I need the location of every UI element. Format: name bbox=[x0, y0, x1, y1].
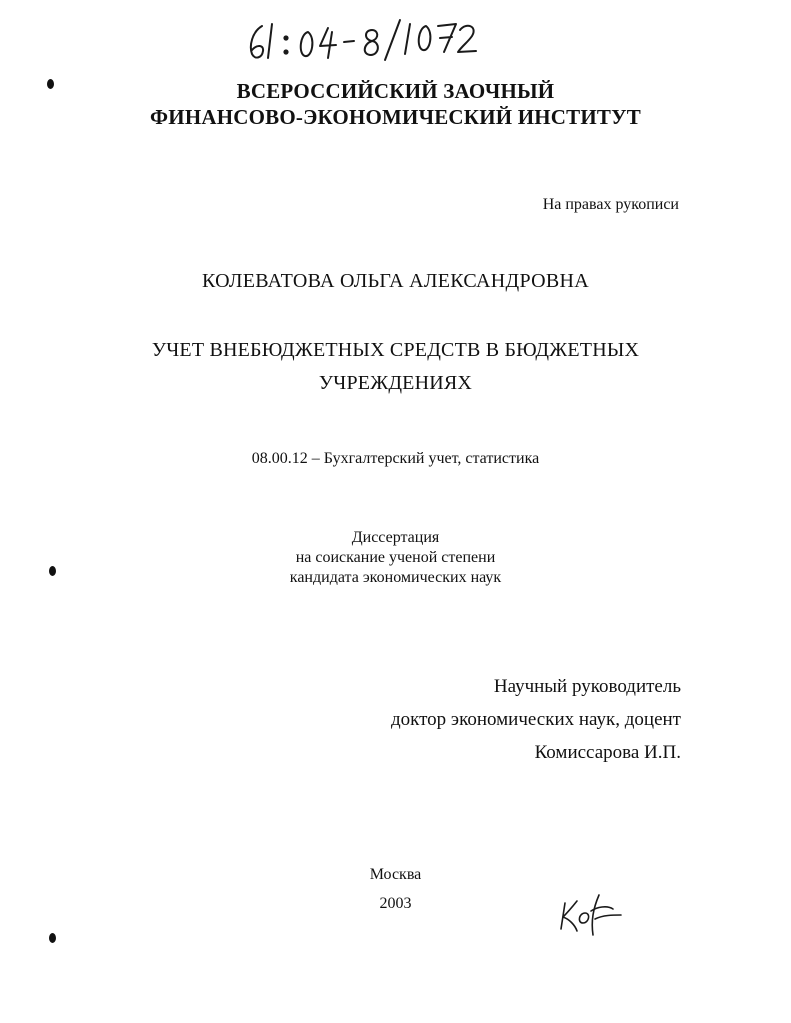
hole-punch bbox=[49, 933, 56, 943]
city: Москва bbox=[369, 866, 422, 883]
year: 2003 bbox=[379, 895, 412, 912]
dissertation-label: Диссертация bbox=[351, 529, 440, 546]
advisor-degree: доктор экономических наук, доцент bbox=[390, 709, 681, 730]
institute-name-line2: ФИНАНСОВО-ЭКОНОМИЧЕСКИЙ ИНСТИТУТ bbox=[150, 105, 641, 129]
specialty-code: 08.00.12 – Бухгалтерский учет, статистика bbox=[251, 450, 540, 467]
author-name: КОЛЕВАТОВА ОЛЬГА АЛЕКСАНДРОВНА bbox=[201, 270, 590, 292]
advisor-role: Научный руководитель bbox=[493, 676, 681, 697]
dissertation-title-line1: УЧЕТ ВНЕБЮДЖЕТНЫХ СРЕДСТВ В БЮДЖЕТНЫХ bbox=[151, 339, 640, 361]
handwritten-archive-code bbox=[0, 8, 791, 64]
advisor-name: Комиссарова И.П. bbox=[534, 742, 681, 763]
manuscript-note: На правах рукописи bbox=[542, 196, 679, 213]
handwritten-signature bbox=[555, 885, 625, 940]
dissertation-purpose: на соискание ученой степени bbox=[295, 549, 496, 566]
dissertation-title-line2: УЧРЕЖДЕНИЯХ bbox=[318, 372, 473, 394]
institute-name-line1: ВСЕРОССИЙСКИЙ ЗАОЧНЫЙ bbox=[236, 79, 555, 103]
dissertation-degree: кандидата экономических наук bbox=[289, 569, 502, 586]
